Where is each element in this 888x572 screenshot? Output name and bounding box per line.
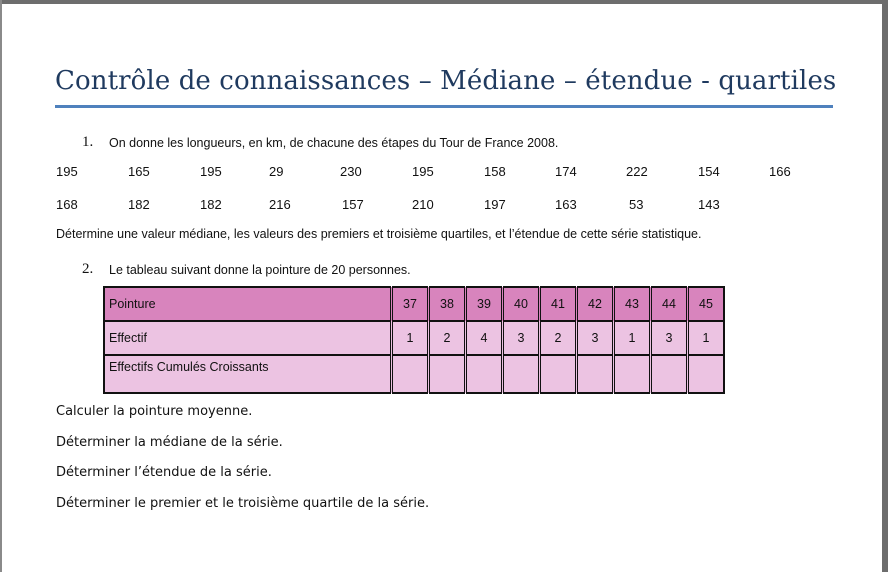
title-underline bbox=[55, 105, 833, 108]
document-title: Contrôle de connaissances – Médiane – étendue - quartiles bbox=[55, 66, 837, 96]
effectif-cell: 1 bbox=[392, 321, 429, 355]
distance-value: 29 bbox=[269, 164, 284, 179]
effectif-cell: 2 bbox=[540, 321, 577, 355]
distance-value: 195 bbox=[56, 164, 78, 179]
row-label-cumulative: Effectifs Cumulés Croissants bbox=[104, 355, 392, 393]
pointure-cell: 37 bbox=[392, 287, 429, 321]
window-right-border bbox=[882, 0, 888, 572]
row-label-effectif: Effectif bbox=[104, 321, 392, 355]
table-row-pointure bbox=[104, 287, 724, 321]
pointure-cell: 45 bbox=[688, 287, 725, 321]
distance-value: 168 bbox=[56, 197, 78, 212]
cumulative-cell bbox=[614, 355, 651, 393]
table-row-effectif bbox=[104, 321, 724, 355]
distance-value: 182 bbox=[200, 197, 222, 212]
effectif-cell: 3 bbox=[577, 321, 614, 355]
distance-value: 53 bbox=[629, 197, 644, 212]
effectif-cell: 3 bbox=[503, 321, 540, 355]
pointure-cell: 41 bbox=[540, 287, 577, 321]
task-quartiles: Déterminer le premier et le troisième quartile de la série. bbox=[56, 496, 430, 511]
distance-value: 216 bbox=[269, 197, 291, 212]
distances-row-1 bbox=[56, 164, 816, 180]
distance-value: 143 bbox=[698, 197, 720, 212]
pointure-cell: 38 bbox=[429, 287, 466, 321]
cumulative-cell bbox=[540, 355, 577, 393]
window-left-border bbox=[0, 0, 2, 572]
distance-value: 182 bbox=[128, 197, 150, 212]
distance-value: 157 bbox=[342, 197, 364, 212]
question-2-text: Le tableau suivant donne la pointure de 20 personnes. bbox=[109, 263, 411, 277]
task-mean: Calculer la pointure moyenne. bbox=[56, 404, 253, 419]
question-1-text: On donne les longueurs, en km, de chacune des étapes du Tour de France 2008. bbox=[109, 136, 559, 150]
effectif-cell: 3 bbox=[651, 321, 688, 355]
distance-value: 154 bbox=[698, 164, 720, 179]
distance-value: 165 bbox=[128, 164, 150, 179]
question-1-instruction: Détermine une valeur médiane, les valeurs des premiers et troisième quartiles, et l’étendue de cette série statistique. bbox=[56, 227, 702, 241]
cumulative-cell bbox=[429, 355, 466, 393]
distance-value: 163 bbox=[555, 197, 577, 212]
distance-value: 166 bbox=[769, 164, 791, 179]
distances-row-2 bbox=[56, 197, 816, 213]
pointure-cell: 43 bbox=[614, 287, 651, 321]
pointure-cell: 39 bbox=[466, 287, 503, 321]
shoe-size-table bbox=[103, 286, 725, 394]
pointure-cell: 40 bbox=[503, 287, 540, 321]
distance-value: 197 bbox=[484, 197, 506, 212]
distance-value: 222 bbox=[626, 164, 648, 179]
distance-value: 195 bbox=[412, 164, 434, 179]
cumulative-cell bbox=[503, 355, 540, 393]
cumulative-cell bbox=[688, 355, 725, 393]
effectif-cell: 1 bbox=[614, 321, 651, 355]
question-2-number: 2. bbox=[82, 261, 94, 277]
effectif-cell: 4 bbox=[466, 321, 503, 355]
effectif-cell: 2 bbox=[429, 321, 466, 355]
task-range: Déterminer l’étendue de la série. bbox=[56, 465, 272, 480]
cumulative-cell bbox=[466, 355, 503, 393]
task-median: Déterminer la médiane de la série. bbox=[56, 435, 283, 450]
pointure-cell: 44 bbox=[651, 287, 688, 321]
cumulative-cell bbox=[651, 355, 688, 393]
cumulative-cell bbox=[392, 355, 429, 393]
effectif-cell: 1 bbox=[688, 321, 725, 355]
window-top-border bbox=[0, 0, 888, 4]
distance-value: 158 bbox=[484, 164, 506, 179]
distance-value: 210 bbox=[412, 197, 434, 212]
distance-value: 174 bbox=[555, 164, 577, 179]
table-row-cumulative bbox=[104, 355, 724, 393]
cumulative-cell bbox=[577, 355, 614, 393]
distance-value: 195 bbox=[200, 164, 222, 179]
question-1-number: 1. bbox=[82, 134, 94, 150]
pointure-cell: 42 bbox=[577, 287, 614, 321]
row-label-pointure: Pointure bbox=[104, 287, 392, 321]
distance-value: 230 bbox=[340, 164, 362, 179]
